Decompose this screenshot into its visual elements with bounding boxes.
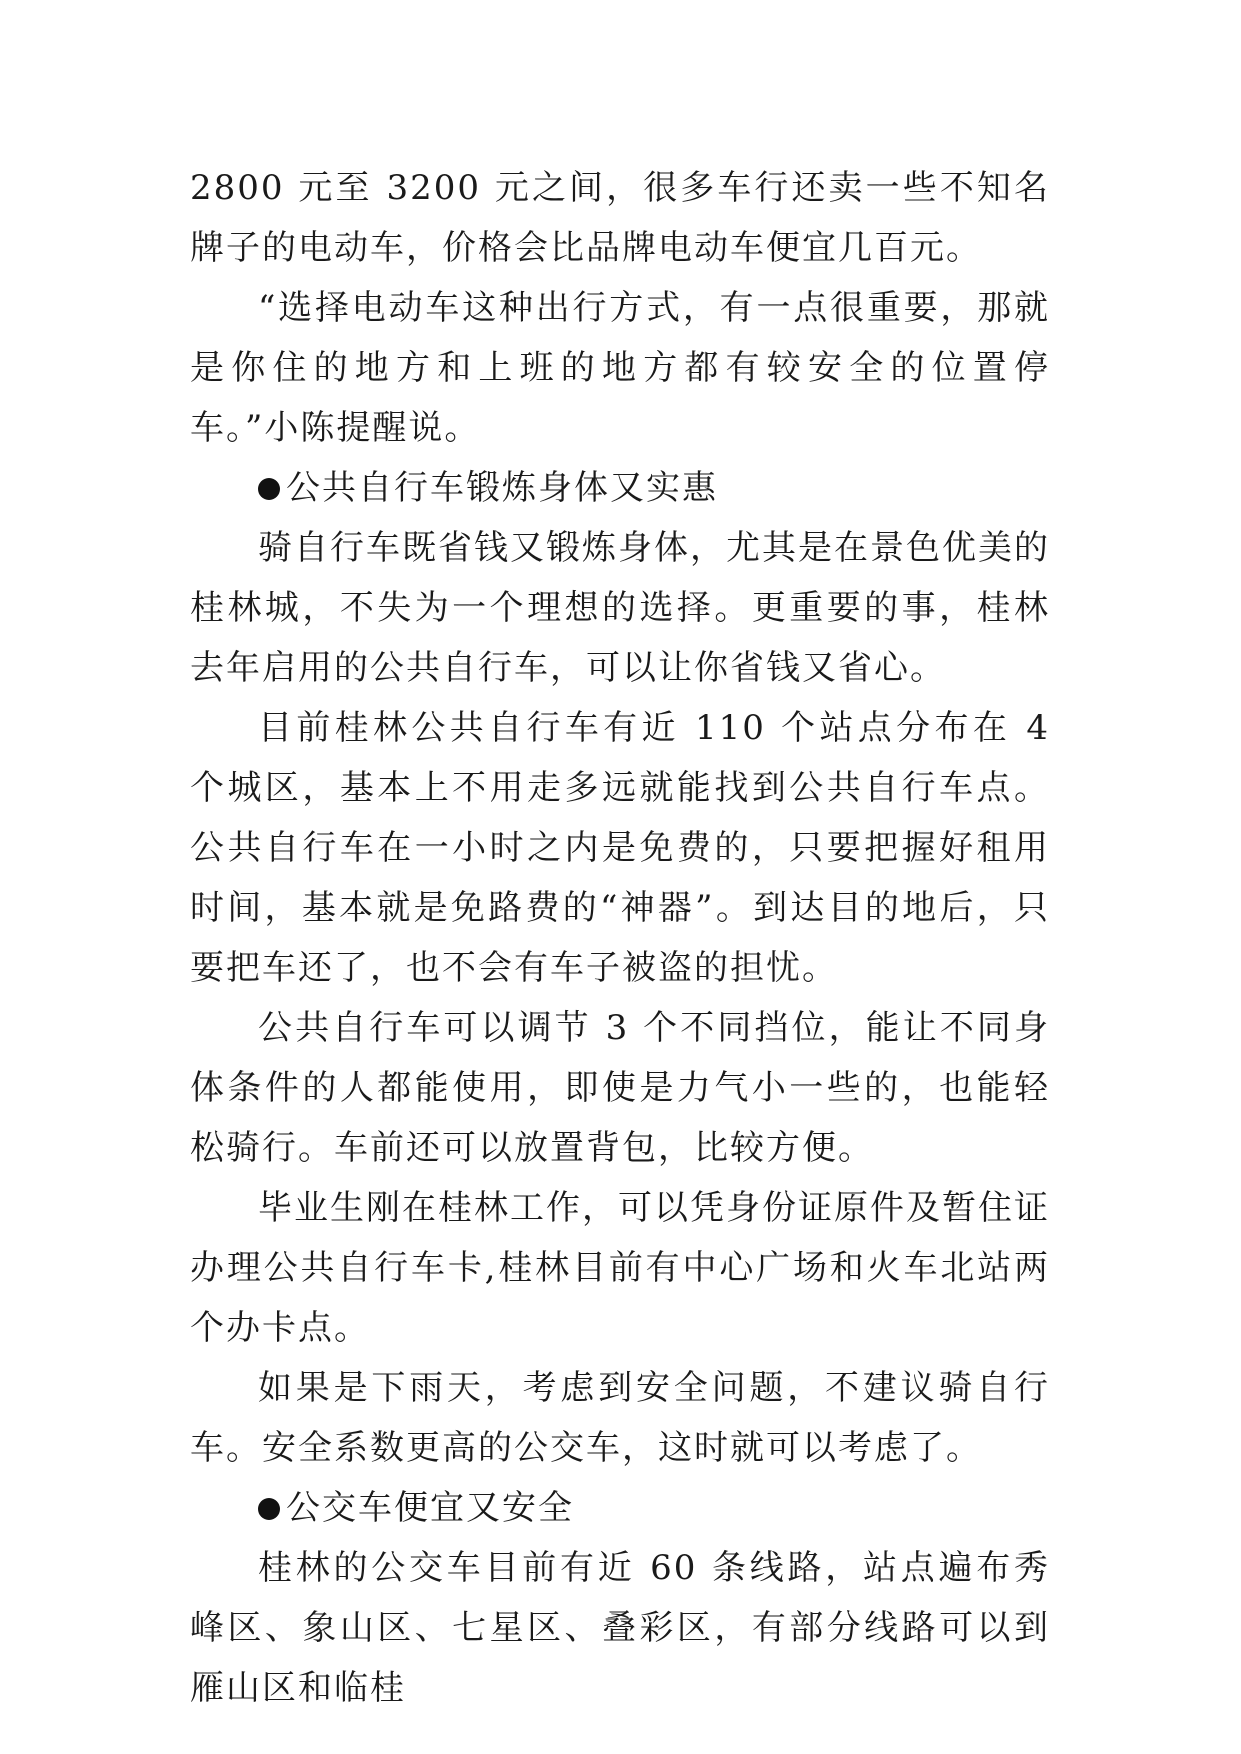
bullet-dot-icon (258, 1498, 280, 1520)
paragraph-bike-card: 毕业生刚在桂林工作，可以凭身份证原件及暂住证办理公共自行车卡,桂林目前有中心广场和火车北站两个办卡点。 (190, 1188, 1050, 1348)
article-body (190, 158, 1050, 1718)
paragraph-parking-advice: “选择电动车这种出行方式，有一点很重要，那就是你住的地方和上班的地方都有较安全的位置停车。”小陈提醒说。 (190, 288, 1050, 448)
paragraph-bike-gears: 公共自行车可以调节 3 个不同挡位，能让不同身体条件的人都能使用，即使是力气小一些的，也能轻松骑行。车前还可以放置背包，比较方便。 (190, 1008, 1050, 1168)
section-heading-public-bikes (190, 458, 1050, 518)
paragraph-bike-stations: 目前桂林公共自行车有近 110 个站点分布在 4 个城区，基本上不用走多远就能找到公共自行车点。公共自行车在一小时之内是免费的，只要把握好租用时间，基本就是免路费的“神器”。到达目的地后，只要把车还了，也不会有车子被盗的担忧。 (190, 708, 1050, 988)
section-heading-label: 公共自行车锻炼身体又实惠 (286, 468, 718, 508)
paragraph-cycling-benefits: 骑自行车既省钱又锻炼身体，尤其是在景色优美的桂林城，不失为一个理想的选择。更重要的事，桂林去年启用的公共自行车，可以让你省钱又省心。 (190, 528, 1050, 688)
section-heading-label: 公交车便宜又安全 (286, 1488, 574, 1528)
section-heading-buses (190, 1478, 1050, 1538)
bullet-dot-icon (258, 478, 280, 500)
paragraph-bus-lines: 桂林的公交车目前有近 60 条线路，站点遍布秀峰区、象山区、七星区、叠彩区，有部分线路可以到雁山区和临桂 (190, 1548, 1050, 1708)
paragraph-ebike-prices: 2800 元至 3200 元之间，很多车行还卖一些不知名牌子的电动车，价格会比品牌电动车便宜几百元。 (190, 168, 1050, 268)
paragraph-rainy-day: 如果是下雨天，考虑到安全问题，不建议骑自行车。安全系数更高的公交车，这时就可以考虑了。 (190, 1368, 1050, 1468)
